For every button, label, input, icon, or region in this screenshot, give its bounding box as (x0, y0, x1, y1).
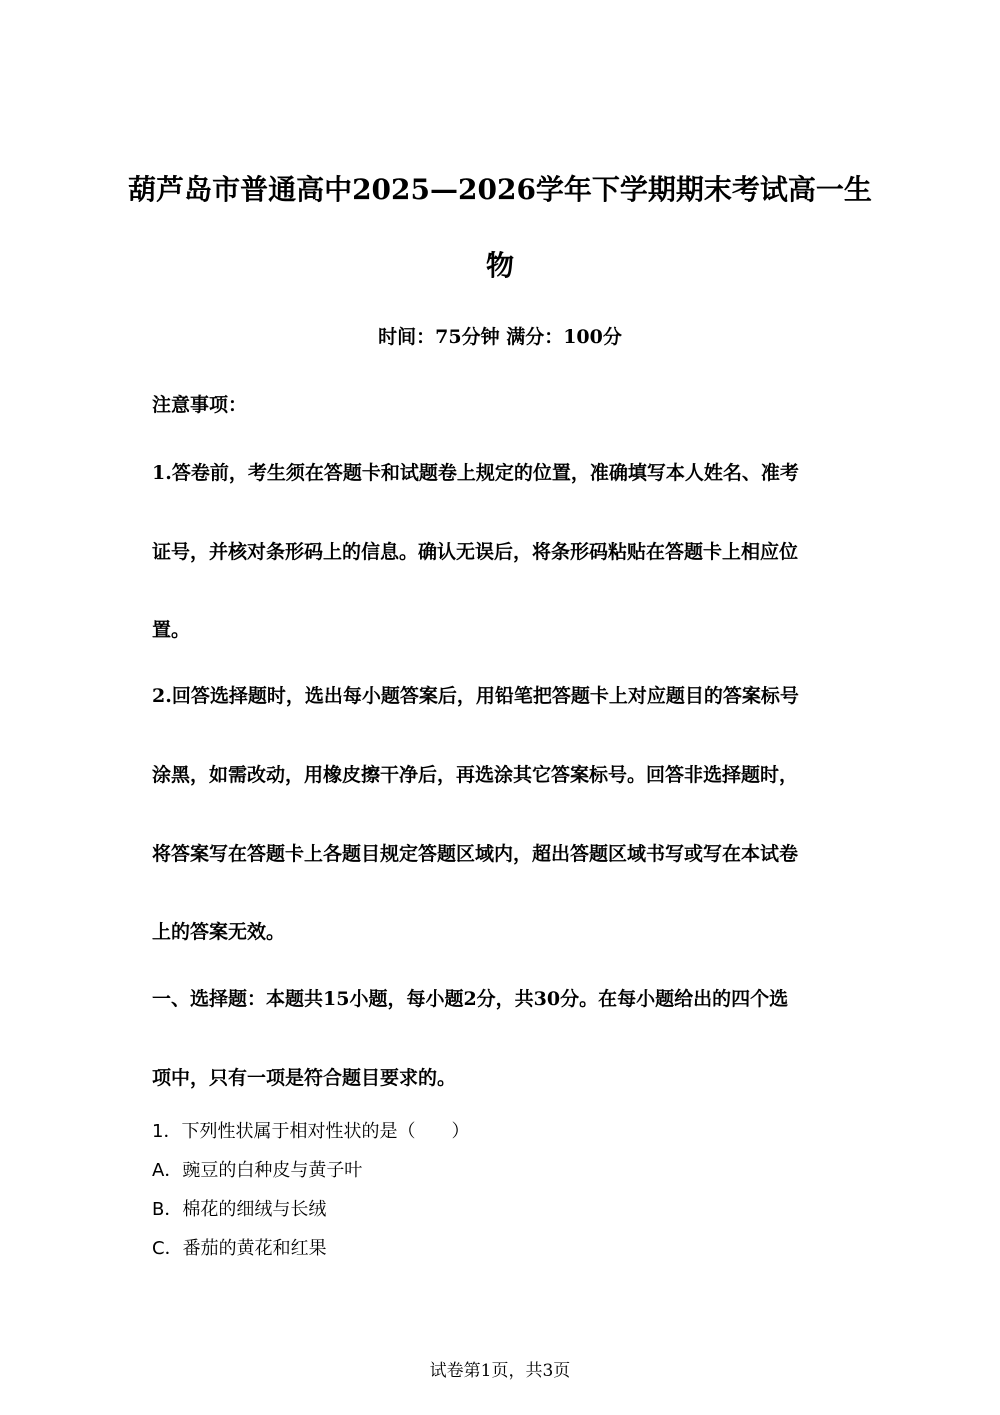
question-stem: 1．下列性状属于相对性状的是（ ） (152, 1121, 470, 1142)
notice-line: 将答案写在答题卡上各题目规定答题区域内，超出答题区域书写或写在本试卷 (152, 843, 799, 865)
question-option-b: B．棉花的细绒与长绒 (152, 1199, 327, 1220)
exam-title-line-1: 葫芦岛市普通高中2025—2026学年下学期期末考试高一生 (128, 173, 872, 206)
exam-time-score: 时间：75分钟 满分：100分 (378, 326, 622, 348)
notice-line: 1.答卷前，考生须在答题卡和试题卷上规定的位置，准确填写本人姓名、准考 (152, 462, 799, 484)
notice-line: 2.回答选择题时，选出每小题答案后，用铅笔把答题卡上对应题目的答案标号 (152, 685, 799, 707)
exam-title-line-2: 物 (485, 249, 514, 282)
question-option-c: C．番茄的黄花和红果 (152, 1238, 327, 1259)
question-option-a: A．豌豆的白种皮与黄子叶 (152, 1160, 363, 1181)
notice-line: 上的答案无效。 (152, 921, 286, 943)
notice-heading: 注意事项： (152, 394, 248, 416)
section-heading-line: 一、选择题：本题共15小题，每小题2分，共30分。在每小题给出的四个选 (152, 988, 789, 1010)
notice-line: 证号，并核对条形码上的信息。确认无误后，将条形码粘贴在答题卡上相应位 (152, 541, 799, 563)
notice-line: 涂黑，如需改动，用橡皮擦干净后，再选涂其它答案标号。回答非选择题时， (152, 764, 799, 786)
section-heading-line: 项中，只有一项是符合题目要求的。 (152, 1067, 457, 1089)
page-footer: 试卷第1页，共3页 (429, 1361, 571, 1381)
notice-line: 置。 (152, 619, 191, 641)
